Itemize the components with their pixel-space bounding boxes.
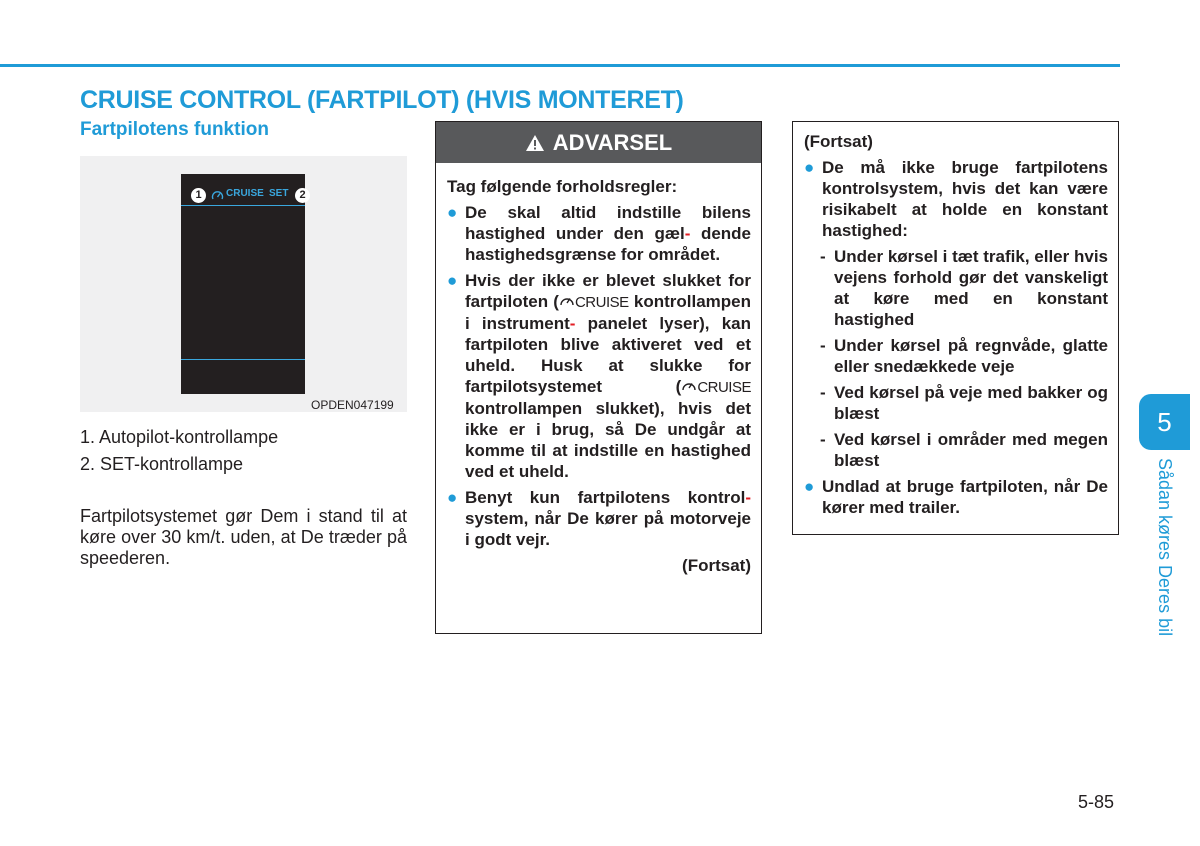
bullet-text: kontrollampen i instrument	[465, 292, 751, 333]
warning-header	[436, 122, 761, 163]
bullet-text: Undlad at bruge fartpiloten, når De kører med trailer.	[822, 477, 1108, 517]
bullet-text: Benyt kun fartpilotens kontrol	[465, 488, 746, 507]
continued-bullet	[804, 476, 1108, 518]
chapter-title: Sådan køres Deres bil	[1155, 458, 1175, 637]
cruise-symbol	[559, 292, 629, 313]
callout-1: 1	[191, 188, 206, 203]
callout-2: 2	[295, 188, 310, 203]
dash-text: Under kørsel på regnvåde, glatte eller snedækkede veje	[834, 336, 1108, 376]
bullet-text: Hvis der ikke er blevet slukket for fartpiloten (	[465, 271, 751, 311]
legend-item: 2. SET-kontrollampe	[80, 454, 244, 474]
hyphen-mark: -	[745, 488, 751, 507]
bullet-text: kontrollampen slukket), hvis det ikke er i brug, så De undgår at komme til at indstille en hastighed ved et uheld.	[465, 399, 751, 481]
chapter-title-vertical	[1153, 458, 1177, 642]
speedometer-icon	[559, 294, 575, 307]
bullet-text: dende hastighedsgrænse for området.	[465, 224, 751, 264]
warning-bullet	[447, 487, 751, 550]
continued-bullet	[804, 157, 1108, 241]
legend-item: 1. Autopilot-kontrollampe	[80, 427, 279, 447]
body-paragraph: Fartpilotsystemet gør Dem i stand til at køre over 30 km/t. uden, at De træder på speederen.	[80, 506, 407, 568]
warning-lead: Tag følgende forholdsregler:	[447, 177, 678, 196]
dash-text: Ved kørsel i områder med megen blæst	[834, 430, 1108, 470]
figure-code: OPDEN047199	[311, 398, 394, 412]
hyphen-mark: -	[569, 314, 576, 333]
bullet-text: system, når De kører på motorveje i godt vejr.	[465, 509, 751, 549]
figure-legend	[80, 424, 278, 478]
continued-note: (Fortsat)	[682, 556, 751, 575]
dash-item	[820, 246, 1108, 330]
dash-mark: -	[820, 383, 826, 402]
bullet-dot: ●	[447, 203, 458, 222]
dash-mark: -	[820, 336, 826, 355]
warning-bullet	[447, 202, 751, 265]
display-top-line	[181, 205, 305, 206]
dash-text: Under kørsel i tæt trafik, eller hvis vejens forhold gør det vanskeligt at køre med en konstant hastighed	[834, 247, 1108, 329]
hyphen-mark: -	[684, 224, 691, 243]
page-title: CRUISE CONTROL (FARTPILOT) (HVIS MONTERET)	[80, 86, 684, 114]
bullet-dot: ●	[447, 488, 458, 507]
warning-body	[436, 163, 761, 576]
dash-item	[820, 335, 1108, 377]
cruise-indicator-icon	[211, 190, 224, 201]
bullet-text: De må ikke bruge fartpilotens kontrolsystem, hvis det kan være risikabelt at holde en konstant hastighed:	[822, 158, 1108, 240]
dash-mark: -	[820, 247, 826, 266]
top-rule	[0, 64, 1120, 67]
continued-body	[793, 122, 1118, 518]
cruise-symbol	[681, 377, 751, 398]
section-subtitle: Fartpilotens funktion	[80, 119, 269, 140]
dash-item	[820, 429, 1108, 471]
cluster-display	[181, 174, 305, 394]
bullet-text: De skal altid indstille bilens hastighed under den gæl	[465, 203, 751, 243]
bullet-text: panelet lyser), kan fartpiloten blive aktiveret ved et uheld. Husk at slukke for fartpilotsystemet (	[465, 314, 751, 396]
warning-box	[435, 121, 762, 634]
cruise-label: CRUISE	[574, 294, 629, 311]
bullet-dot: ●	[447, 271, 458, 290]
continued-box	[792, 121, 1119, 535]
warning-bullet	[447, 270, 751, 482]
page-number: 5-85	[1078, 792, 1115, 812]
display-cruise-text: CRUISE	[226, 188, 264, 199]
display-set-text: SET	[269, 188, 289, 199]
continued-lead: (Fortsat)	[804, 132, 873, 151]
dash-mark: -	[820, 430, 826, 449]
dash-item	[820, 382, 1108, 424]
bullet-dot: ●	[804, 477, 815, 496]
dash-text: Ved kørsel på veje med bakker og blæst	[834, 383, 1108, 423]
warning-heading: ADVARSEL	[552, 129, 673, 155]
bullet-dot: ●	[804, 158, 815, 177]
chapter-tab: 5	[1139, 394, 1190, 450]
warning-triangle-icon	[525, 134, 545, 152]
cluster-figure	[80, 156, 407, 412]
display-bottom-line	[181, 359, 305, 360]
speedometer-icon	[681, 379, 697, 392]
cruise-label: CRUISE	[697, 379, 751, 396]
